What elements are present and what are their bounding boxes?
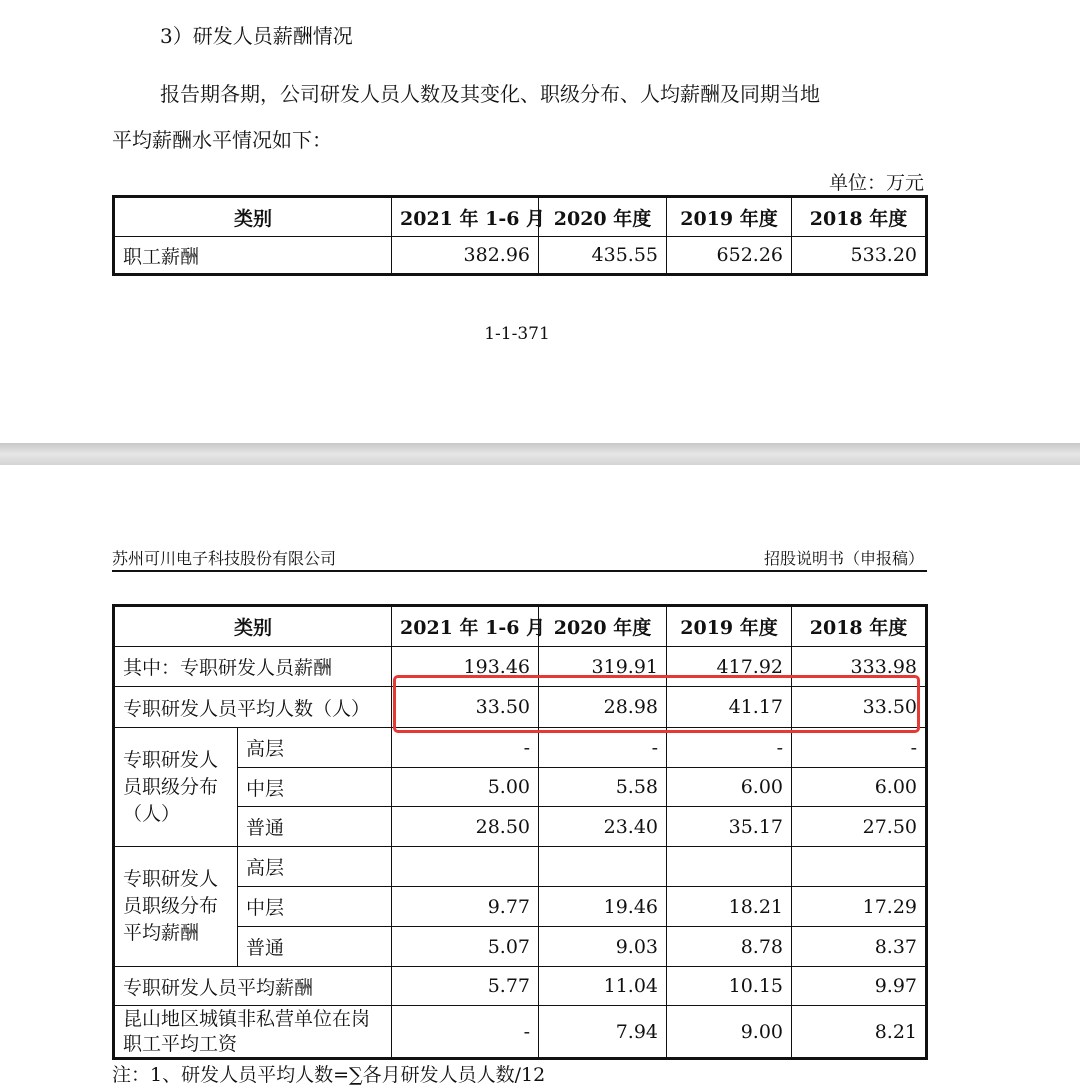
cell: 8.78 — [667, 927, 792, 967]
cell: 28.50 — [392, 807, 539, 847]
cell: 17.29 — [792, 887, 927, 927]
cell: 7.94 — [539, 1006, 667, 1059]
group-label: 专职研发人员职级分布（人） — [114, 728, 238, 847]
group-label: 专职研发人员职级分布平均薪酬 — [114, 847, 238, 967]
paragraph-line: 平均薪酬水平情况如下： — [112, 128, 332, 152]
table-row — [114, 967, 927, 1006]
cell: 9.00 — [667, 1006, 792, 1059]
row-label: 普通 — [238, 927, 392, 967]
cell: 193.46 — [392, 647, 539, 687]
cell: 5.07 — [392, 927, 539, 967]
column-header: 类别 — [114, 606, 392, 647]
cell — [792, 847, 927, 887]
cell: 652.26 — [667, 237, 792, 275]
column-header: 类别 — [114, 197, 392, 237]
table-row — [114, 728, 927, 768]
cell: 5.00 — [392, 768, 539, 807]
column-header: 2018 年度 — [792, 606, 927, 647]
column-header: 2021 年 1-6 月 — [392, 197, 539, 237]
cell: 23.40 — [539, 807, 667, 847]
cell: 8.37 — [792, 927, 927, 967]
section-title: 3）研发人员薪酬情况 — [160, 24, 353, 48]
column-header: 2019 年度 — [667, 197, 792, 237]
cell: - — [667, 728, 792, 768]
cell: 11.04 — [539, 967, 667, 1006]
cell: 435.55 — [539, 237, 667, 275]
page-separator — [0, 443, 1080, 465]
cell: - — [392, 728, 539, 768]
row-label: 专职研发人员平均人数（人） — [114, 687, 392, 728]
cell — [392, 847, 539, 887]
footnote: 注：1、研发人员平均人数=∑各月研发人员人数/12 — [112, 1064, 546, 1086]
cell: 27.50 — [792, 807, 927, 847]
header-doc-title: 招股说明书（申报稿） — [764, 549, 925, 568]
cell: 33.50 — [792, 687, 927, 728]
table-row — [114, 1006, 927, 1059]
rd-salary-table — [112, 604, 928, 1060]
cell: 5.77 — [392, 967, 539, 1006]
cell: 28.98 — [539, 687, 667, 728]
row-label: 高层 — [238, 847, 392, 887]
row-label: 中层 — [238, 768, 392, 807]
table-header-row — [114, 606, 927, 647]
row-label: 昆山地区城镇非私营单位在岗职工平均工资 — [114, 1006, 392, 1059]
column-header: 2021 年 1-6 月 — [392, 606, 539, 647]
cell: 18.21 — [667, 887, 792, 927]
cell — [667, 847, 792, 887]
row-label: 高层 — [238, 728, 392, 768]
unit-label: 单位：万元 — [828, 172, 924, 194]
row-label: 其中：专职研发人员薪酬 — [114, 647, 392, 687]
row-label: 专职研发人员平均薪酬 — [114, 967, 392, 1006]
page-number: 1-1-371 — [484, 324, 550, 344]
row-label: 中层 — [238, 887, 392, 927]
cell: 6.00 — [667, 768, 792, 807]
cell: 19.46 — [539, 887, 667, 927]
cell: - — [792, 728, 927, 768]
column-header: 2018 年度 — [792, 197, 927, 237]
cell: - — [539, 728, 667, 768]
column-header: 2020 年度 — [539, 606, 667, 647]
cell: 333.98 — [792, 647, 927, 687]
cell: 533.20 — [792, 237, 927, 275]
cell: 319.91 — [539, 647, 667, 687]
cell: 33.50 — [392, 687, 539, 728]
row-label: 职工薪酬 — [114, 237, 392, 275]
header-company: 苏州可川电子科技股份有限公司 — [112, 549, 337, 568]
cell: 417.92 — [667, 647, 792, 687]
cell — [539, 847, 667, 887]
table-row — [114, 237, 927, 275]
row-label: 普通 — [238, 807, 392, 847]
column-header: 2020 年度 — [539, 197, 667, 237]
cell: 9.03 — [539, 927, 667, 967]
cell: 41.17 — [667, 687, 792, 728]
cell: 5.58 — [539, 768, 667, 807]
cell: 8.21 — [792, 1006, 927, 1059]
highlight-box — [393, 675, 920, 733]
salary-table — [112, 195, 928, 276]
cell: 382.96 — [392, 237, 539, 275]
cell: 35.17 — [667, 807, 792, 847]
cell: 9.97 — [792, 967, 927, 1006]
header-rule — [112, 570, 927, 572]
table-header-row — [114, 197, 927, 237]
table-row — [114, 847, 927, 887]
column-header: 2019 年度 — [667, 606, 792, 647]
cell: 6.00 — [792, 768, 927, 807]
cell: 10.15 — [667, 967, 792, 1006]
cell: 9.77 — [392, 887, 539, 927]
cell: - — [392, 1006, 539, 1059]
paragraph-line: 报告期各期，公司研发人员人数及其变化、职级分布、人均薪酬及同期当地 — [160, 82, 820, 106]
